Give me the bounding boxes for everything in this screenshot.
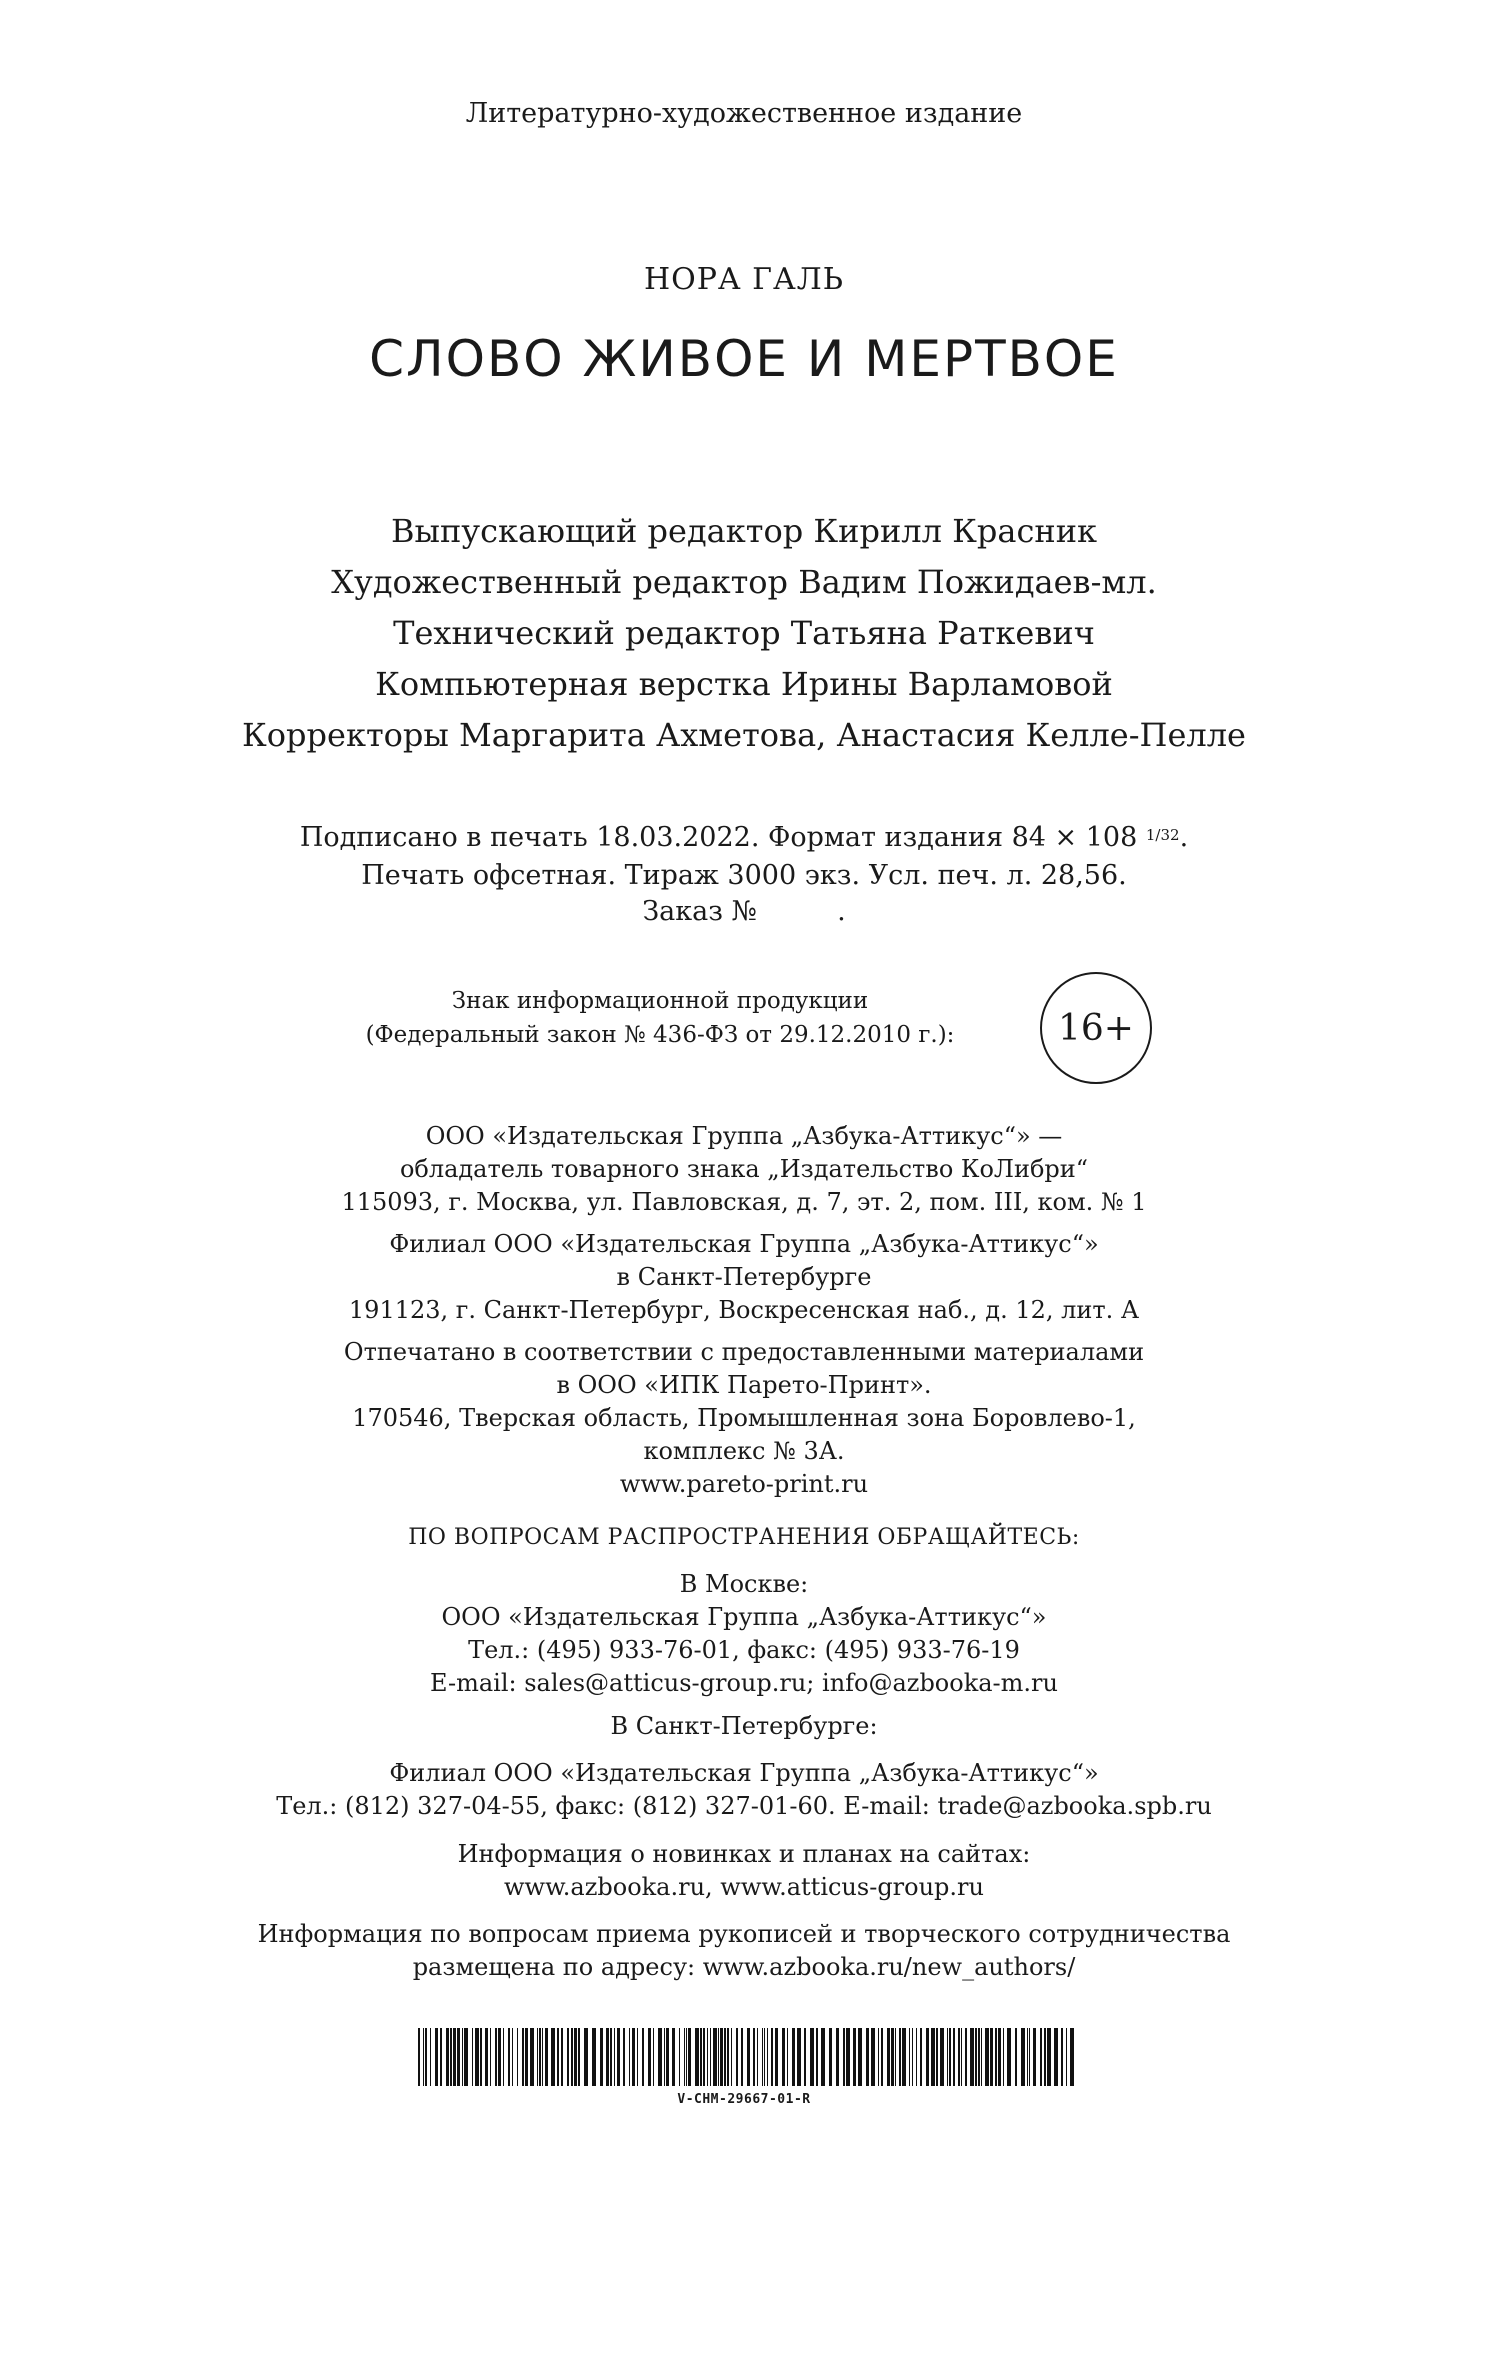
barcode-bar [686,2028,687,2086]
websites-line: Информация о новинках и планах на сайтах: [457,1840,1031,1868]
barcode-bar [767,2028,768,2086]
barcode-bar [1033,2028,1036,2086]
barcode-bar [895,2028,896,2086]
branch-line: в Санкт-Петербурге [616,1263,872,1291]
barcode-bar [539,2028,541,2086]
barcode-bar [858,2028,862,2086]
barcode-bar [508,2028,510,2086]
barcode-bar [672,2028,675,2086]
barcode-bar [700,2028,702,2086]
barcode-bar [648,2028,651,2086]
barcode-bar [1047,2028,1051,2086]
barcode-bar [985,2028,989,2086]
barcode-bar [998,2028,1001,2086]
barcode-bar [866,2028,869,2086]
barcode-bar [703,2028,705,2086]
printer-website: www.pareto-print.ru [619,1470,869,1498]
barcode-bar [797,2028,801,2086]
barcode-bar [1003,2028,1004,2086]
barcode-bar [653,2028,654,2086]
barcode-bar [736,2028,738,2086]
barcode-bar [571,2028,573,2086]
barcode-bar [978,2028,980,2086]
barcode-bar [446,2028,449,2086]
barcode-bar [762,2028,763,2086]
barcode-bar [629,2028,630,2086]
barcode-bar [947,2028,948,2086]
barcode-bar [464,2028,468,2086]
barcode-bar [637,2028,638,2086]
websites-urls: www.azbooka.ru, www.atticus-group.ru [504,1873,984,1901]
age-rating-line2: (Федеральный закон № 436-ФЗ от 29.12.2010 г.): [365,1022,955,1048]
barcode-bar [724,2028,726,2086]
barcode-bar [658,2028,662,2086]
barcode-bar [517,2028,518,2086]
author-name: НОРА ГАЛЬ [643,262,845,297]
barcode-bar [940,2028,944,2086]
barcode-bar [902,2028,906,2086]
barcode-bar [829,2028,832,2086]
barcode-bar [1027,2028,1028,2086]
barcode-bar [567,2028,569,2086]
barcode-bar [804,2028,806,2086]
barcode-bar [757,2028,758,2086]
barcode-bar [741,2028,743,2086]
barcode-bar [498,2028,501,2086]
barcode-bar [747,2028,750,2086]
barcode-bar [614,2028,615,2086]
barcode-bar [530,2028,534,2086]
barcode-bar [578,2028,580,2086]
print-format-text: Подписано в печать 18.03.2022. Формат издания 84 × 108 [299,822,1138,853]
barcode-bar [1061,2028,1063,2086]
credit-line: Выпускающий редактор Кирилл Красник [390,512,1098,550]
barcode-bar [931,2028,935,2086]
age-rating-line1: Знак информационной продукции [451,988,869,1014]
publisher-line: ООО «Издательская Группа „Азбука-Аттикус“» — [425,1122,1063,1150]
barcode-bar [542,2028,543,2086]
distribution-moscow: В Москве: [679,1570,809,1598]
barcode-bar [810,2028,814,2086]
distribution-spb: Филиал ООО «Издательская Группа „Азбука-Аттикус“» [389,1759,1099,1787]
barcode-bar [1021,2028,1025,2086]
barcode-bar [710,2028,711,2086]
barcode-bar [512,2028,513,2086]
barcode-bar [450,2028,452,2086]
age-rating-badge: 16+ [1040,972,1152,1084]
barcode-bar [475,2028,479,2086]
barcode-bar [664,2028,665,2086]
barcode-bar [881,2028,883,2086]
barcode-bar [480,2028,482,2086]
barcode-bar [684,2028,685,2086]
barcode-bar [961,2028,962,2086]
age-rating-text [300,984,1020,1052]
distribution-moscow: ООО «Издательская Группа „Азбука-Аттикус“» [441,1603,1047,1631]
barcode-bar [525,2028,528,2086]
barcode-bar [632,2028,635,2086]
barcode-bar [970,2028,974,2086]
barcode-bar [821,2028,825,2086]
barcode-bar [623,2028,625,2086]
barcode-bar [949,2028,951,2086]
barcode-bar [495,2028,497,2086]
credit-line: Технический редактор Татьяна Раткевич [393,614,1095,652]
barcode-bar [453,2028,456,2086]
barcode-bar [1066,2028,1067,2086]
barcode-bar [1044,2028,1046,2086]
order-number-end: . [837,896,846,927]
barcode-bar [995,2028,997,2086]
distribution-spb: В Санкт-Петербурге: [610,1712,878,1740]
barcode-bar [606,2028,609,2086]
printer-address: комплекс № 3А. [643,1437,845,1465]
distribution-heading: ПО ВОПРОСАМ РАСПРОСТРАНЕНИЯ ОБРАЩАЙТЕСЬ: [408,1525,1080,1550]
barcode-bar [727,2028,729,2086]
barcode-bar [909,2028,910,2086]
barcode-bar [953,2028,955,2086]
printer-address: 170546, Тверская область, Промышленная зона Боровлево-1, [352,1404,1136,1432]
barcode-bar [430,2028,431,2086]
barcode-bar [695,2028,699,2086]
barcode-bar [836,2028,839,2086]
barcode-bar [916,2028,917,2086]
barcode-bar [853,2028,856,2086]
barcode-bar [537,2028,538,2086]
credit-line: Компьютерная верстка Ирины Варламовой [375,665,1113,703]
barcode-bar [1007,2028,1011,2086]
barcode-bar [440,2028,442,2086]
barcode [418,2028,1078,2086]
barcode-bar [975,2028,977,2086]
barcode-bar [557,2028,559,2086]
publisher-line: обладатель товарного знака „Издательство КоЛибри“ [399,1155,1089,1183]
barcode-bar [592,2028,596,2086]
barcode-bar [787,2028,788,2086]
barcode-bar [425,2028,427,2086]
branch-line: Филиал ООО «Издательская Группа „Азбука-Аттикус“» [389,1230,1099,1258]
barcode-bar [610,2028,612,2086]
manuscripts-line: Информация по вопросам приема рукописей и творческого сотрудничества [257,1920,1231,1948]
barcode-bar [775,2028,778,2086]
barcode-bar [990,2028,993,2086]
barcode-bar [878,2028,879,2086]
barcode-bar [718,2028,719,2086]
book-title: СЛОВО ЖИВОЕ И МЕРТВОЕ [369,330,1119,388]
barcode-bar [816,2028,818,2086]
barcode-bar [753,2028,755,2086]
barcode-bar [472,2028,473,2086]
manuscripts-url: размещена по адресу: www.azbooka.ru/new_authors/ [412,1953,1076,1981]
order-number-label: Заказ № [642,896,758,927]
edition-type: Литературно-художественное издание [465,98,1023,129]
printer-line: в ООО «ИПК Парето-Принт». [556,1371,932,1399]
barcode-bar [887,2028,890,2086]
barcode-bar [871,2028,875,2086]
barcode-bar [584,2028,588,2086]
barcode-bar [920,2028,922,2086]
barcode-bar [435,2028,438,2086]
branch-address: 191123, г. Санкт-Петербург, Воскресенская наб., д. 12, лит. А [348,1296,1140,1324]
publisher-address: 115093, г. Москва, ул. Павловская, д. 7, эт. 2, пом. III, ком. № 1 [341,1188,1147,1216]
barcode-bar [574,2028,577,2086]
barcode-bar [503,2028,504,2086]
barcode-bar [600,2028,603,2086]
barcode-bar [771,2028,773,2086]
barcode-bar [958,2028,960,2086]
barcode-bar [891,2028,894,2086]
barcode-bar [642,2028,644,2086]
barcode-bar [731,2028,732,2086]
barcode-bar [1029,2028,1030,2086]
barcode-bar [965,2028,967,2086]
barcode-bar [1015,2028,1017,2086]
barcode-bar [490,2028,491,2086]
barcode-bar [713,2028,717,2086]
distribution-moscow-email: E-mail: sales@atticus-group.ru; info@azbooka-m.ru [430,1669,1058,1697]
barcode-bar [846,2028,850,2086]
barcode-bar [666,2028,669,2086]
print-info-line3 [0,896,1488,927]
barcode-bar [899,2028,901,2086]
barcode-bar [462,2028,463,2086]
barcode-bar [912,2028,913,2086]
barcode-bar [617,2028,620,2086]
print-format-fraction: 1/32 [1145,826,1180,844]
barcode-bar [551,2028,555,2086]
barcode-bar [545,2028,548,2086]
barcode-bar [926,2028,929,2086]
barcode-bar [561,2028,563,2086]
barcode-bar [843,2028,845,2086]
distribution-moscow-phone: Тел.: (495) 933-76-01, факс: (495) 933-76-19 [468,1636,1020,1664]
distribution-spb-contacts: Тел.: (812) 327-04-55, факс: (812) 327-01-60. E-mail: trade@azbooka.spb.ru [276,1792,1212,1820]
credit-line: Художественный редактор Вадим Пожидаев-мл. [331,563,1157,601]
print-format-end: . [1179,822,1189,853]
barcode-bar [423,2028,424,2086]
printer-line: Отпечатано в соответствии с предоставленными материалами [343,1338,1145,1366]
barcode-bar [457,2028,460,2086]
print-info-line1 [0,822,1488,853]
barcode-bar [688,2028,691,2086]
barcode-bar [936,2028,938,2086]
barcode-bar [707,2028,708,2086]
barcode-bar [418,2028,420,2086]
barcode-bar [1054,2028,1058,2086]
barcode-bar [782,2028,785,2086]
barcode-bar [792,2028,795,2086]
barcode-bar [522,2028,524,2086]
barcode-bar [485,2028,488,2086]
barcode-code: V-CHM-29667-01-R [677,2092,811,2107]
barcode-bar [981,2028,982,2086]
barcode-bar [720,2028,723,2086]
print-info-line2: Печать офсетная. Тираж 3000 экз. Усл. печ. л. 28,56. [361,860,1127,891]
barcode-bar [1070,2028,1074,2086]
credit-line: Корректоры Маргарита Ахметова, Анастасия Келле-Пелле [242,716,1246,754]
barcode-bar [1040,2028,1042,2086]
age-rating-block [0,972,1488,1082]
barcode-bar [764,2028,765,2086]
barcode-bar [679,2028,680,2086]
